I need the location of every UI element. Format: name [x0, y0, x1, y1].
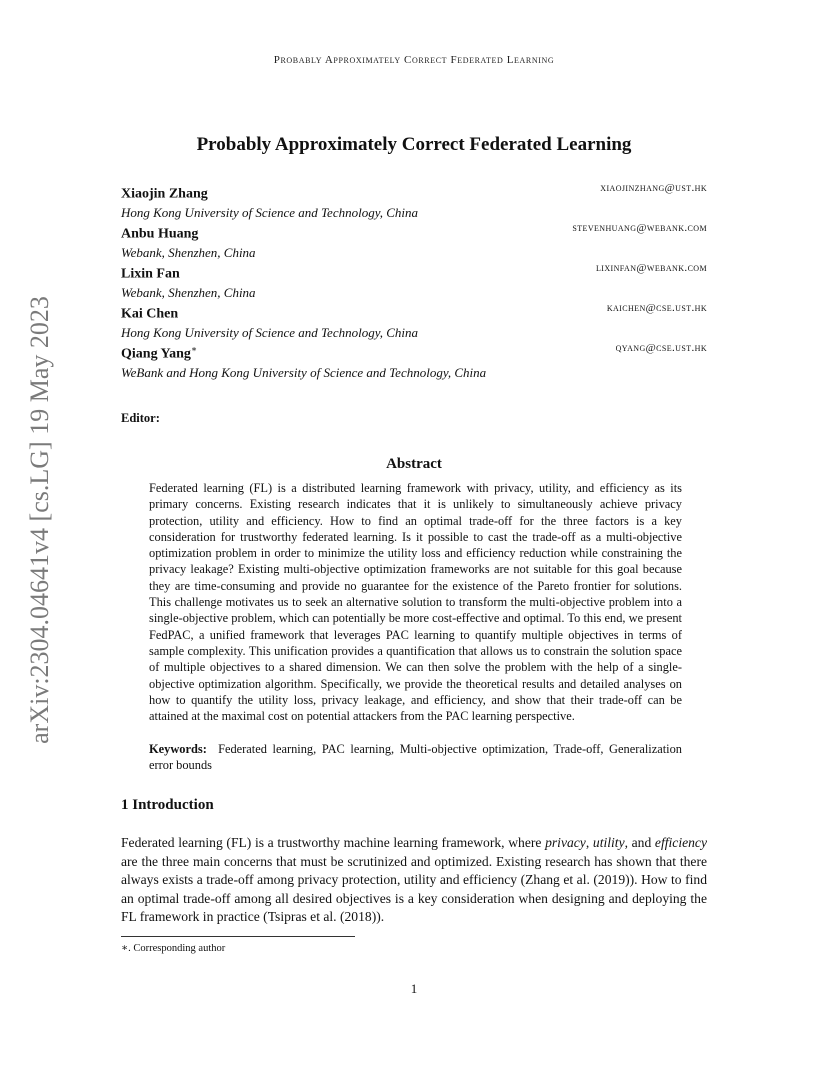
arxiv-identifier-text: arXiv:2304.04641v4 [cs.LG] 19 May 2023 [25, 296, 54, 744]
author-block [121, 300, 707, 340]
footnote-divider [121, 936, 355, 937]
paper-title: Probably Approximately Correct Federated Learning [196, 134, 632, 155]
author-name: Qiang Yang∗ [121, 344, 198, 362]
page-number: 1 [410, 981, 418, 996]
author-email[interactable]: xiaojinzhang@ust.hk [600, 182, 707, 194]
author-block [121, 260, 707, 300]
author-affiliation: Hong Kong University of Science and Technology, China [121, 204, 419, 220]
keywords-label: Keywords: [149, 742, 207, 756]
author-name: Lixin Fan [121, 266, 180, 282]
arxiv-identifier-stamp [22, 280, 58, 760]
author-affiliation: Webank, Shenzhen, China [121, 244, 256, 260]
author-email[interactable]: stevenhuang@webank.com [572, 222, 707, 234]
author-email[interactable]: qyang@cse.ust.hk [615, 342, 707, 354]
abstract-heading: Abstract [386, 456, 442, 472]
author-name: Kai Chen [121, 306, 179, 322]
author-name: Xiaojin Zhang [121, 186, 208, 202]
running-head: Probably Approximately Correct Federated Learning [273, 54, 555, 66]
author-block [121, 340, 707, 386]
author-block [121, 180, 707, 220]
footnote: ∗. Corresponding author [121, 943, 226, 954]
author-email[interactable]: kaichen@cse.ust.hk [606, 302, 707, 314]
author-email[interactable]: lixinfan@webank.com [596, 262, 707, 274]
author-block [121, 220, 707, 260]
author-affiliation: Webank, Shenzhen, China [121, 284, 256, 300]
keywords [149, 741, 682, 774]
introduction-paragraph: Federated learning (FL) is a trustworthy machine learning framework, where privacy, utility, and efficiency are the three main concerns that must be scrutinized and optimized. Existing research has shown that there always exists a trade-off among privacy protection, utility and efficiency (Zhang et al. (2019)). How to find an optimal trade-off among all desired objectives is a key consideration when designing and deploying the FL framework in practice (Tsipras et al. (2018)). [121, 835, 707, 925]
author-affiliation: Hong Kong University of Science and Technology, China [121, 324, 419, 340]
author-list [121, 180, 707, 386]
corresponding-author-marker: ∗ [190, 344, 198, 354]
abstract-text: Federated learning (FL) is a distributed learning framework with privacy, utility, and efficiency as its primary concerns. Existing research indicates that it is unlikely to simultaneously achieve privacy protection, utility and efficiency. How to find an optimal trade-off for the three factors is a key consideration for trustworthy federated learning. Is it possible to cast the trade-off as a multi-objective optimization problem in order to minimize the utility loss and efficiency reduction while constraining the privacy leakage? Existing multi-objective optimization frameworks are not suitable for this goal because they are time-consuming and provide no guarantee for the existence of the Pareto frontier for solutions. This challenge motivates us to seek an alternative solution to transform the multi-objective problem into a single-objective problem, which can potentially be more cost-effective and optimal. To this end, we present FedPAC, a unified framework that leverages PAC learning to quantify multiple objectives in terms of sample complexity. This unification provides a quantification that allows us to constrain the solution space of multiple objectives to a shared dimension. We can then solve the problem with the help of a single-objective optimization algorithm. Specifically, we provide the theoretical results and detailed analyses on how to quantify the utility loss, privacy leakage, and efficiency, and show that their trade-off can be attained at the maximal cost on potential attackers from the PAC learning perspective. [149, 481, 682, 724]
author-name: Anbu Huang [121, 226, 199, 242]
keywords-text: Federated learning, PAC learning, Multi-objective optimization, Trade-off, Generalization error bounds [149, 742, 682, 773]
section-heading-introduction: 1 Introduction [121, 797, 214, 813]
author-affiliation: WeBank and Hong Kong University of Science and Technology, China [121, 364, 487, 380]
editor-label: Editor: [121, 411, 160, 425]
